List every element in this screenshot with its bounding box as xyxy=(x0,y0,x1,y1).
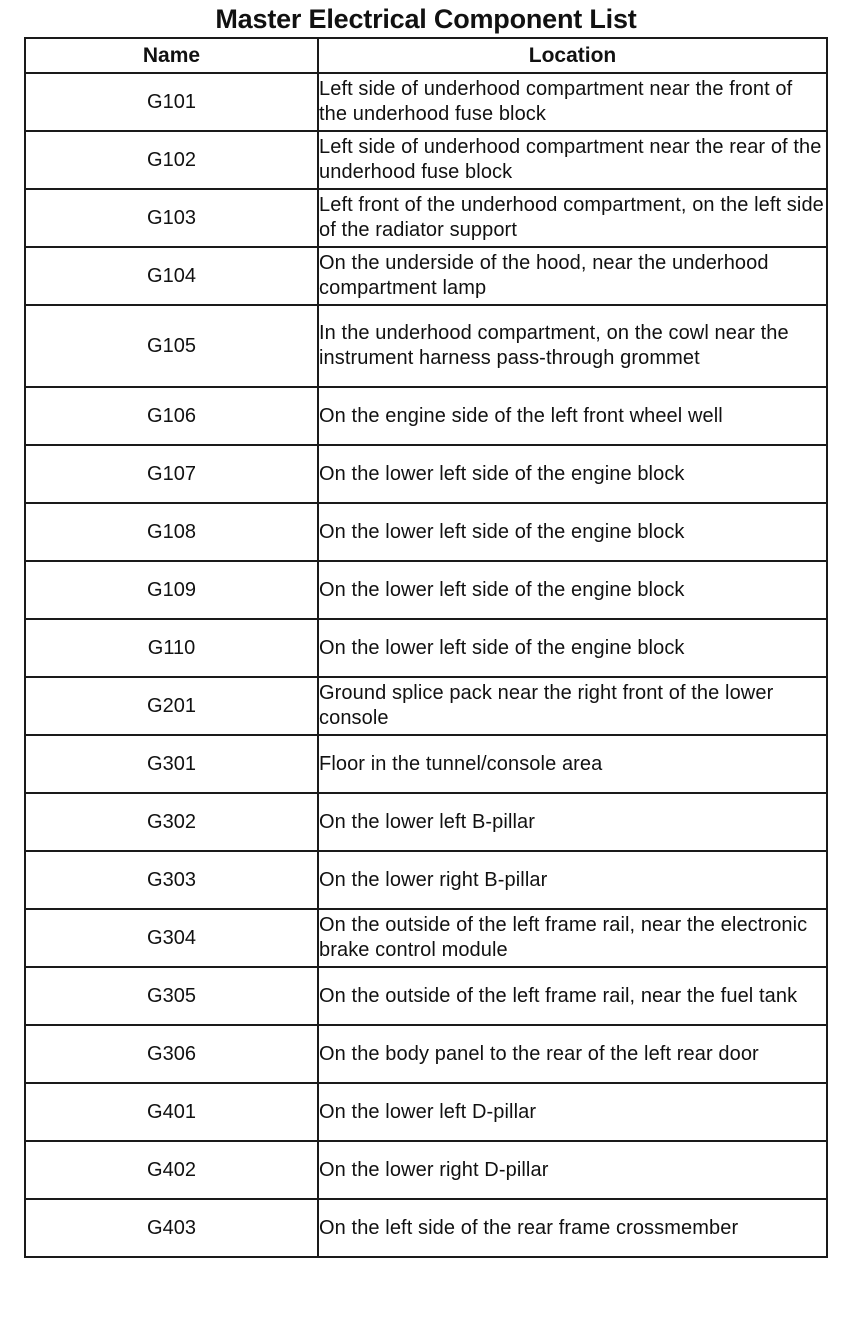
table-row xyxy=(25,677,827,735)
component-location: On the engine side of the left front wheel well xyxy=(318,387,827,445)
table-row xyxy=(25,73,827,131)
component-location: On the lower left side of the engine block xyxy=(318,619,827,677)
component-name: G106 xyxy=(25,387,318,445)
component-location: Left side of underhood compartment near the front of the underhood fuse block xyxy=(318,73,827,131)
table-row xyxy=(25,247,827,305)
component-name: G303 xyxy=(25,851,318,909)
table-row xyxy=(25,619,827,677)
component-name: G201 xyxy=(25,677,318,735)
component-location: Left side of underhood compartment near the rear of the underhood fuse block xyxy=(318,131,827,189)
table-row xyxy=(25,189,827,247)
document-title: Master Electrical Component List xyxy=(215,4,637,34)
table-row xyxy=(25,1141,827,1199)
component-location: On the underside of the hood, near the underhood compartment lamp xyxy=(318,247,827,305)
table-row xyxy=(25,387,827,445)
component-name: G305 xyxy=(25,967,318,1025)
component-name: G102 xyxy=(25,131,318,189)
component-location: On the lower left B-pillar xyxy=(318,793,827,851)
component-name: G109 xyxy=(25,561,318,619)
component-location: Left front of the underhood compartment, on the left side of the radiator support xyxy=(318,189,827,247)
component-location: On the outside of the left frame rail, near the electronic brake control module xyxy=(318,909,827,967)
component-location: On the outside of the left frame rail, near the fuel tank xyxy=(318,967,827,1025)
component-location: On the lower left side of the engine block xyxy=(318,503,827,561)
component-name: G110 xyxy=(25,619,318,677)
column-header-name: Name xyxy=(25,38,318,73)
component-location: On the lower left D-pillar xyxy=(318,1083,827,1141)
table-row xyxy=(25,793,827,851)
table-header-row xyxy=(25,38,827,73)
component-location: In the underhood compartment, on the cowl near the instrument harness pass-through grommet xyxy=(318,305,827,387)
component-location: On the lower left side of the engine block xyxy=(318,561,827,619)
component-location: On the left side of the rear frame crossmember xyxy=(318,1199,827,1257)
table-row xyxy=(25,561,827,619)
component-location: On the lower left side of the engine block xyxy=(318,445,827,503)
component-name: G107 xyxy=(25,445,318,503)
component-name: G101 xyxy=(25,73,318,131)
table-row xyxy=(25,1025,827,1083)
table-row xyxy=(25,909,827,967)
component-name: G301 xyxy=(25,735,318,793)
component-name: G105 xyxy=(25,305,318,387)
component-location: Ground splice pack near the right front of the lower console xyxy=(318,677,827,735)
table-row xyxy=(25,967,827,1025)
component-name: G403 xyxy=(25,1199,318,1257)
component-name: G103 xyxy=(25,189,318,247)
component-name: G302 xyxy=(25,793,318,851)
table-row xyxy=(25,735,827,793)
component-location: On the lower right B-pillar xyxy=(318,851,827,909)
table-row xyxy=(25,445,827,503)
component-name: G306 xyxy=(25,1025,318,1083)
component-name: G304 xyxy=(25,909,318,967)
component-location: On the body panel to the rear of the left rear door xyxy=(318,1025,827,1083)
table-row xyxy=(25,1199,827,1257)
component-name: G104 xyxy=(25,247,318,305)
column-header-location: Location xyxy=(318,38,827,73)
table-row xyxy=(25,131,827,189)
table-row xyxy=(25,1083,827,1141)
component-location: On the lower right D-pillar xyxy=(318,1141,827,1199)
component-table xyxy=(24,37,828,1258)
component-location: Floor in the tunnel/console area xyxy=(318,735,827,793)
component-name: G108 xyxy=(25,503,318,561)
table-row xyxy=(25,305,827,387)
table-row xyxy=(25,851,827,909)
component-name: G401 xyxy=(25,1083,318,1141)
component-name: G402 xyxy=(25,1141,318,1199)
table-row xyxy=(25,503,827,561)
